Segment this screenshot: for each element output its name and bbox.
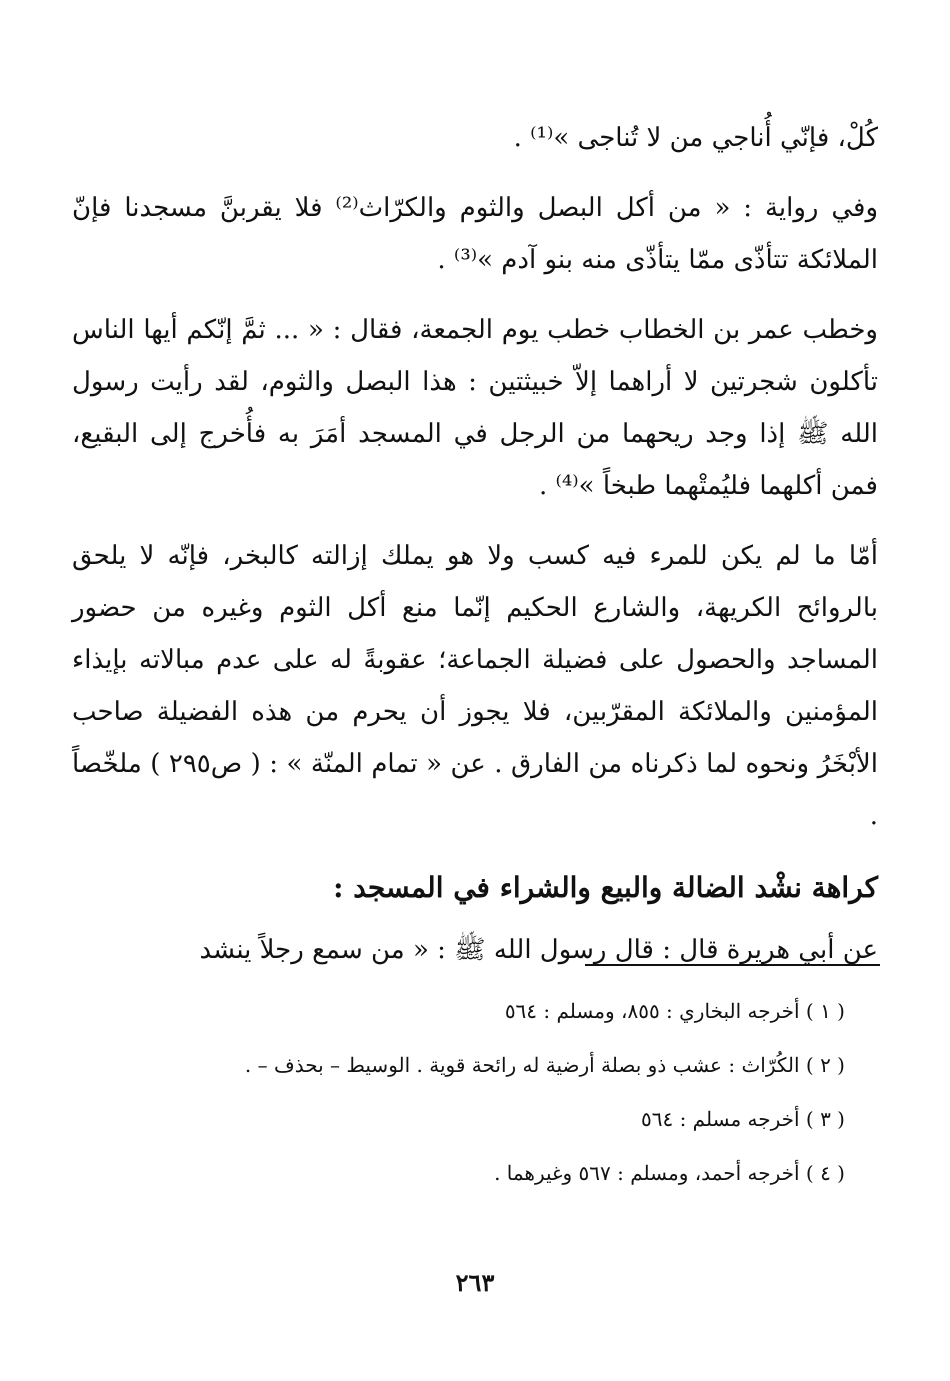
paragraph-4: أمّا ما لم يكن للمرء فيه كسب ولا هو يملك إزالته كالبخر، فإنّه لا يلحق بالروائح الكريهة، والشارع الحكيم إنّما منع أكل الثوم وغيره من حضور المساجد والحصول على فضيلة الجماعة؛ عقوبةً له على عدم مبالاته بإيذاء المؤمنين والملائكة المقرّبين، فلا يجوز أن يحرم من هذه الفضيلة صاحب الأبْخَرُ ونحوه لما ذكرناه من الفارق . عن « تمام المنّة » : ( ص٢٩٥ ) ملخّصاً . bbox=[72, 541, 878, 831]
paragraph-1: كُلْ، فإنّي أُناجي من لا تُناجى »⁽¹⁾ . bbox=[513, 123, 878, 153]
paragraph-2: وفي رواية : « من أكل البصل والثوم والكرّاث⁽²⁾ فلا يقربنَّ مسجدنا فإنّ الملائكة تتأذّى ممّا يتأذّى منه بنو آدم »⁽³⁾ . bbox=[72, 193, 878, 275]
main-text bbox=[72, 112, 878, 994]
footnote-3: ( ٣ ) أخرجه مسلم : ٥٦٤ bbox=[640, 1107, 845, 1131]
page-number: ٢٦٣ bbox=[455, 1268, 495, 1297]
paragraph-5: عن أبي هريرة قال : قال رسول الله ﷺ : « من سمع رجلاً ينشد bbox=[199, 935, 878, 965]
footnote-2: ( ٢ ) الكُرّاث : عشب ذو بصلة أرضية له رائحة قوية . الوسيط – بحذف – . bbox=[244, 1053, 845, 1077]
section-heading: كراهة نشْد الضالة والبيع والشراء في المسجد : bbox=[333, 871, 878, 904]
footnote-divider bbox=[585, 964, 880, 966]
footnote-1: ( ١ ) أخرجه البخاري : ٨٥٥، ومسلم : ٥٦٤ bbox=[504, 999, 845, 1023]
paragraph-3: وخطب عمر بن الخطاب خطب يوم الجمعة، فقال : « ... ثمَّ إنّكم أيها الناس تأكلون شجرتين لا أراهما إلاّ خبيثتين : هذا البصل والثوم، لقد رأيت رسول الله ﷺ إذا وجد ريحهما من الرجل في المسجد أمَرَ به فأُخرج إلى البقيع، فمن أكلهما فليُمتْهما طبخاً »⁽⁴⁾ . bbox=[72, 315, 878, 501]
footnotes bbox=[85, 984, 845, 1200]
footnote-4: ( ٤ ) أخرجه أحمد، ومسلم : ٥٦٧ وغيرهما . bbox=[494, 1161, 845, 1185]
